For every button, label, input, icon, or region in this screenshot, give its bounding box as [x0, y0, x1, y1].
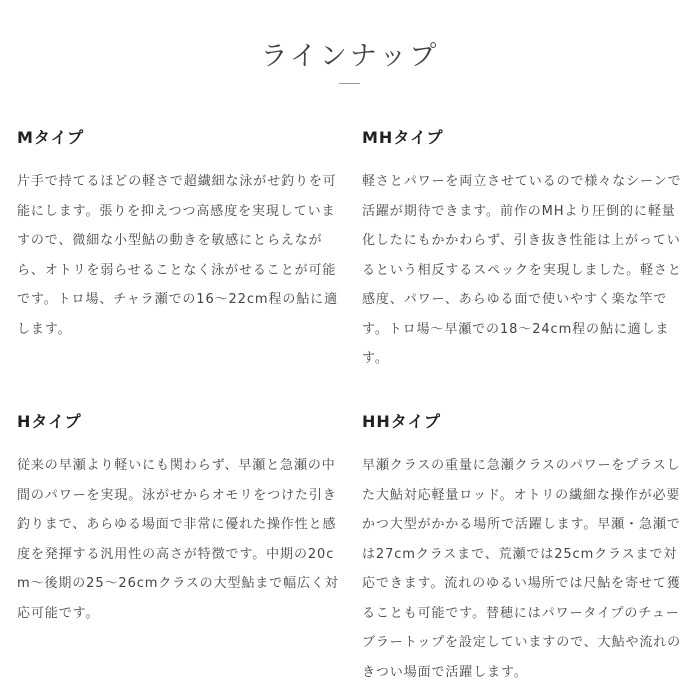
section-mh-type — [362, 127, 684, 374]
section-heading: MHタイプ — [362, 128, 444, 147]
page-title: ラインナップ — [260, 41, 440, 72]
section-description: 片手で持てるほどの軽さで超繊細な泳がせ釣りを可能にします。張りを抑えつつ高感度を実現していますので、微細な小型鮎の動きを敏感にとらえながら、オトリを弱らせることなく泳がせることが可能です。トロ場、チャラ瀬での16〜22cm程の鮎に適します。 — [17, 174, 338, 337]
section-heading: Mタイプ — [17, 128, 85, 147]
section-heading: HHタイプ — [362, 412, 441, 431]
section-hh-type — [362, 411, 684, 687]
section-description: 軽さとパワーを両立させているので様々なシーンで活躍が期待できます。前作のMHより圧倒的に軽量化したにもかかわらず、引き抜き性能は上がっているという相反するスペックを実現しました。軽さと感度、パワー、あらゆる面で使いやすく楽な竿です。トロ場〜早瀬での18〜24cm程の鮎に適します。 — [362, 174, 682, 366]
section-heading: Hタイプ — [17, 412, 82, 431]
section-description: 従来の早瀬より軽いにも関わらず、早瀬と急瀬の中間のパワーを実現。泳がせからオモリをつけた引き釣りまで、あらゆる場面で非常に優れた操作性と感度を発揮する汎用性の高さが特徴です。中期の20cm〜後期の25〜26cmクラスの大型鮎まで幅広く対応可能です。 — [17, 458, 339, 621]
title-divider — [339, 83, 360, 84]
section-m-type — [17, 127, 339, 344]
section-description: 早瀬クラスの重量に急瀬クラスのパワーをプラスした大鮎対応軽量ロッド。オトリの繊細な操作が必要かつ大型がかかる場所で活躍します。早瀬・急瀬では27cmクラスまで、荒瀬では25cmクラスまで対応できます。流れのゆるい場所では尺鮎を寄せて獲ることも可能です。替穂にはパワータイプのチューブラートップを設定していますので、大鮎や流れのきつい場面で活躍します。 — [362, 458, 682, 680]
section-h-type — [17, 411, 339, 628]
